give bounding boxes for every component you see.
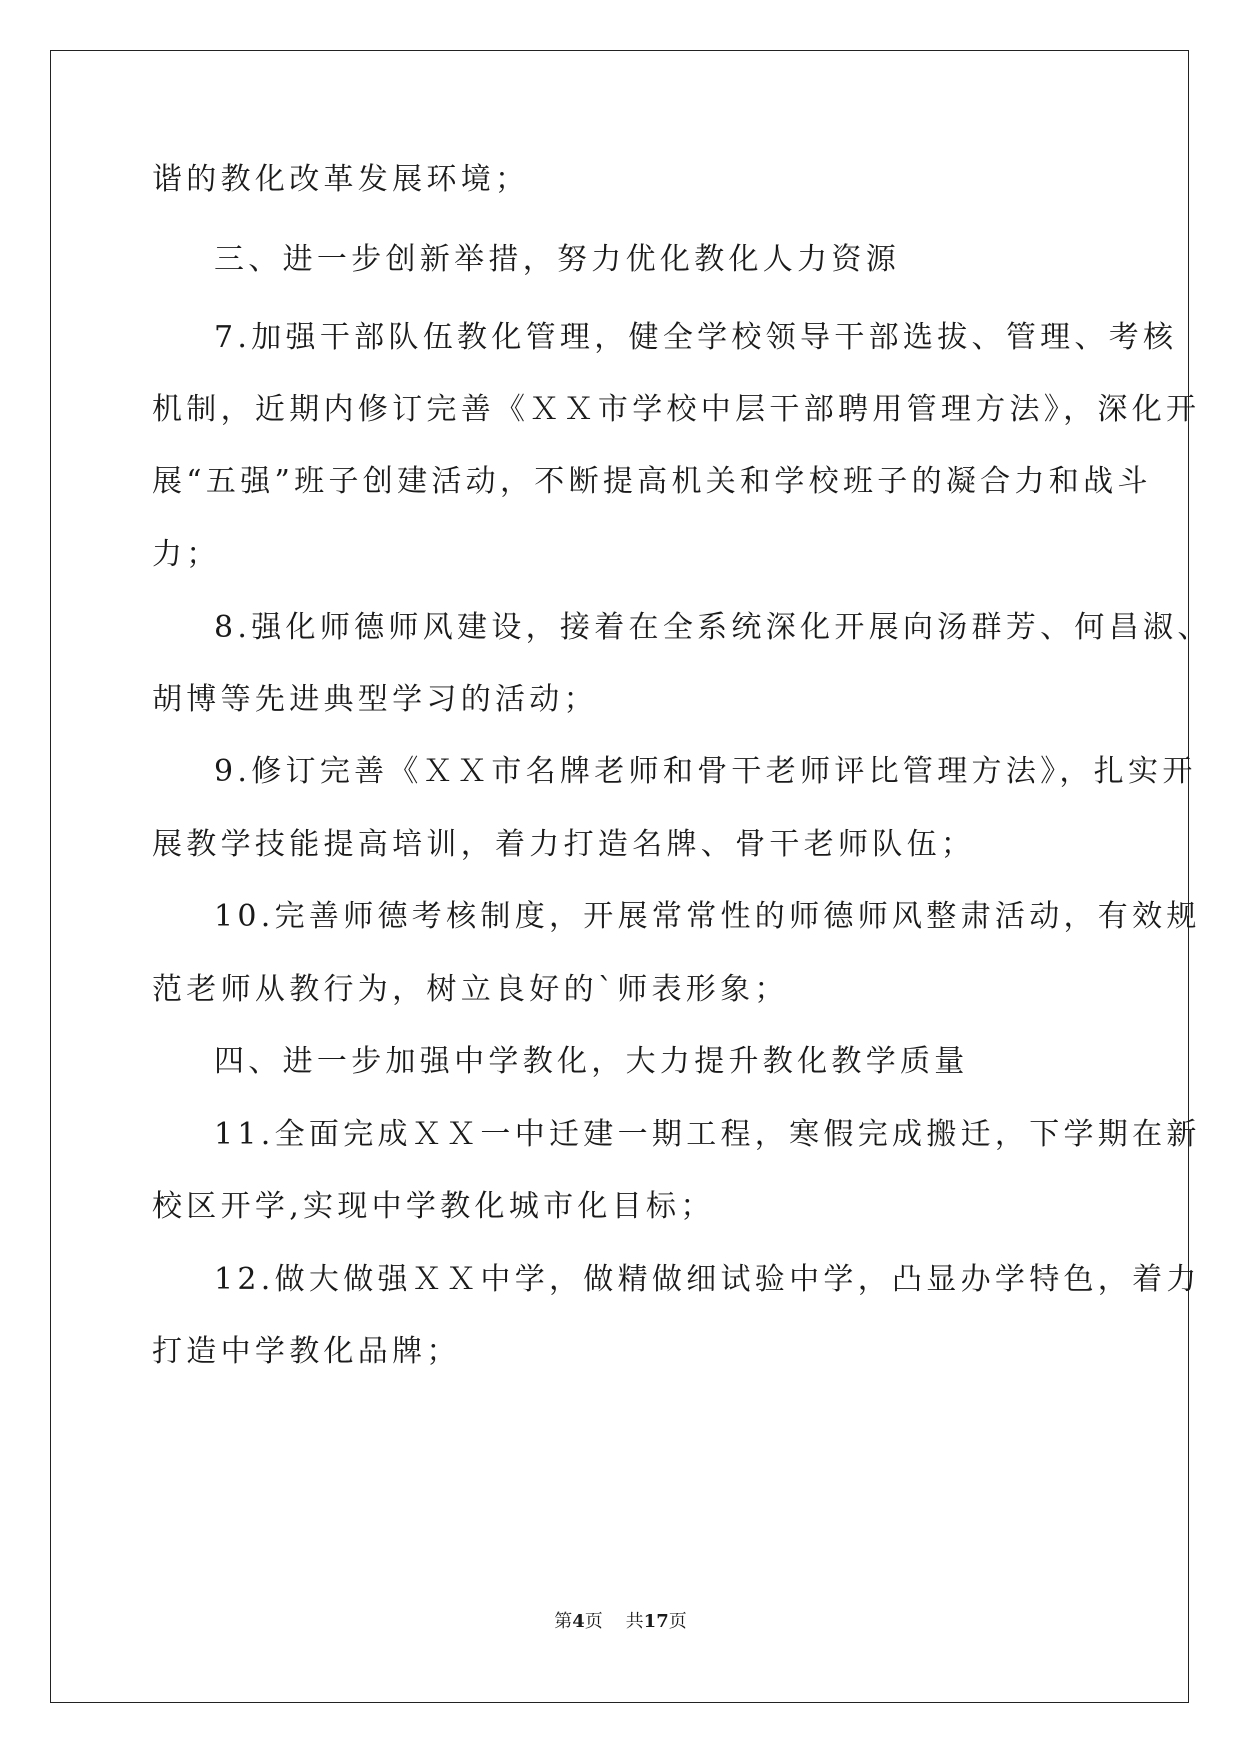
text-line: 校区开学,实现中学教化城市化目标； — [152, 1189, 715, 1224]
text-line: 机制，近期内修订完善《ＸＸ市学校中层干部聘用管理方法》，深化开 — [152, 392, 1201, 427]
text-line: 9.修订完善《ＸＸ市名牌老师和骨干老师评比管理方法》，扎实开 — [214, 754, 1197, 789]
text-line: 7.加强干部队伍教化管理，健全学校领导干部选拔、管理、考核 — [214, 320, 1178, 355]
text-line: 展教学技能提高培训，着力打造名牌、骨干老师队伍； — [152, 827, 976, 862]
text-line: 胡博等先进典型学习的活动； — [152, 682, 598, 717]
footer-total-suffix: 页 — [668, 1611, 687, 1632]
page-footer — [0, 1610, 1241, 1634]
text-line: 12.做大做强ＸＸ中学，做精做细试验中学，凸显办学特色，着力 — [214, 1262, 1201, 1297]
footer-prefix: 第 — [554, 1611, 573, 1632]
text-line: 打造中学教化品牌； — [152, 1334, 461, 1369]
text-line: 展“五强”班子创建活动，不断提高机关和学校班子的凝合力和战斗 — [152, 464, 1152, 499]
text-line: 范老师从教行为，树立良好的`师表形象； — [152, 972, 789, 1007]
text-line: 力； — [152, 537, 221, 572]
footer-page-suffix: 页 — [584, 1611, 603, 1632]
text-line: 10.完善师德考核制度，开展常常性的师德师风整肃活动，有效规 — [214, 899, 1201, 934]
text-line: 谐的教化改革发展环境； — [152, 162, 530, 197]
section-heading: 三、进一步创新举措，努力优化教化人力资源 — [214, 242, 900, 277]
total-pages: 17 — [643, 1611, 669, 1632]
footer-total-prefix: 共 — [625, 1611, 644, 1632]
section-heading: 四、进一步加强中学教化，大力提升教化教学质量 — [214, 1044, 969, 1079]
text-line: 11.全面完成ＸＸ一中迁建一期工程，寒假完成搬迁，下学期在新 — [214, 1117, 1201, 1152]
page-number: 4 — [572, 1611, 585, 1632]
text-line: 8.强化师德师风建设，接着在全系统深化开展向汤群芳、何昌淑、 — [214, 610, 1212, 645]
page-border — [50, 50, 1189, 1703]
